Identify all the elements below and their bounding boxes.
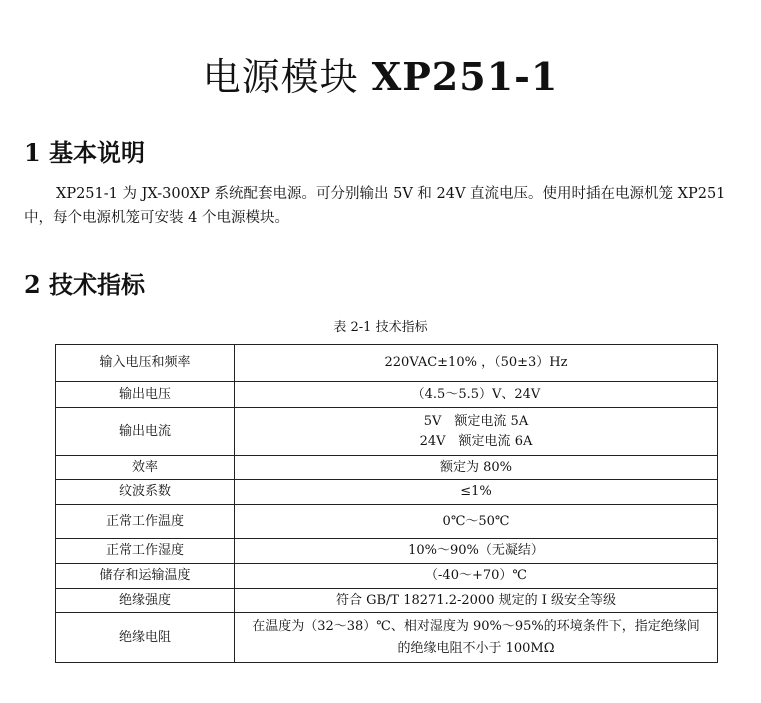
spec-table	[55, 344, 718, 663]
value-line: 符合 GB/T 18271.2-2000 规定的 I 级安全等级	[335, 592, 617, 608]
row-value	[235, 480, 718, 505]
row-label: 正常工作湿度	[56, 539, 235, 564]
title-text: 电源模块	[202, 55, 359, 99]
title-model: XP251-1	[371, 54, 559, 99]
row-value	[235, 345, 718, 382]
row-label: 绝缘强度	[56, 589, 235, 613]
row-label: 效率	[56, 456, 235, 480]
table-row	[56, 408, 718, 456]
value-line: （-40～+70）℃	[425, 568, 527, 583]
value-line: 的绝缘电阻不小于 100MΩ	[397, 640, 555, 656]
value-line: 0℃～50℃	[442, 513, 510, 529]
row-label: 输入电压和频率	[56, 345, 235, 382]
row-value	[235, 505, 718, 539]
table-row	[56, 480, 718, 505]
row-value	[235, 589, 718, 613]
value-line: （4.5～5.5）V、24V	[411, 386, 541, 402]
table-row	[56, 505, 718, 539]
table-row	[56, 382, 718, 408]
row-label: 绝缘电阻	[56, 613, 235, 663]
row-value	[235, 382, 718, 408]
value-line: 10%～90%（无凝结）	[408, 543, 544, 558]
row-label: 输出电压	[56, 382, 235, 408]
table-row	[56, 613, 718, 663]
section-heading-specs: 2 技术指标	[24, 270, 146, 299]
intro-paragraph: XP251-1 为 JX-300XP 系统配套电源。可分别输出 5V 和 24V 直流电压。使用时插在电源机笼 XP251 中，每个电源机笼可安装 4 个电源模块。	[24, 186, 726, 226]
row-value	[235, 408, 718, 456]
row-label: 输出电流	[56, 408, 235, 456]
row-value	[235, 564, 718, 589]
table-row	[56, 589, 718, 613]
value-line: 额定为 80%	[439, 459, 513, 475]
value-line: 5V 额定电流 5A	[423, 413, 529, 429]
table-caption: 表 2-1 技术指标	[333, 320, 428, 335]
table-row	[56, 345, 718, 382]
document-title	[0, 46, 761, 101]
row-label: 储存和运输温度	[56, 564, 235, 589]
value-line: 在温度为（32～38）℃、相对湿度为 90%～95%的环境条件下，指定绝缘间	[252, 618, 700, 634]
value-line: 220VAC±10% ，（50±3）Hz	[384, 355, 568, 370]
table-row	[56, 456, 718, 480]
row-value	[235, 539, 718, 564]
value-line: 24V 额定电流 6A	[419, 433, 533, 449]
section-heading-basic: 1 基本说明	[24, 138, 146, 167]
table-row	[56, 564, 718, 589]
row-label: 正常工作温度	[56, 505, 235, 539]
table-row	[56, 539, 718, 564]
row-label: 纹波系数	[56, 480, 235, 505]
value-line: ≤1%	[460, 484, 492, 499]
row-value	[235, 456, 718, 480]
row-value	[235, 613, 718, 663]
